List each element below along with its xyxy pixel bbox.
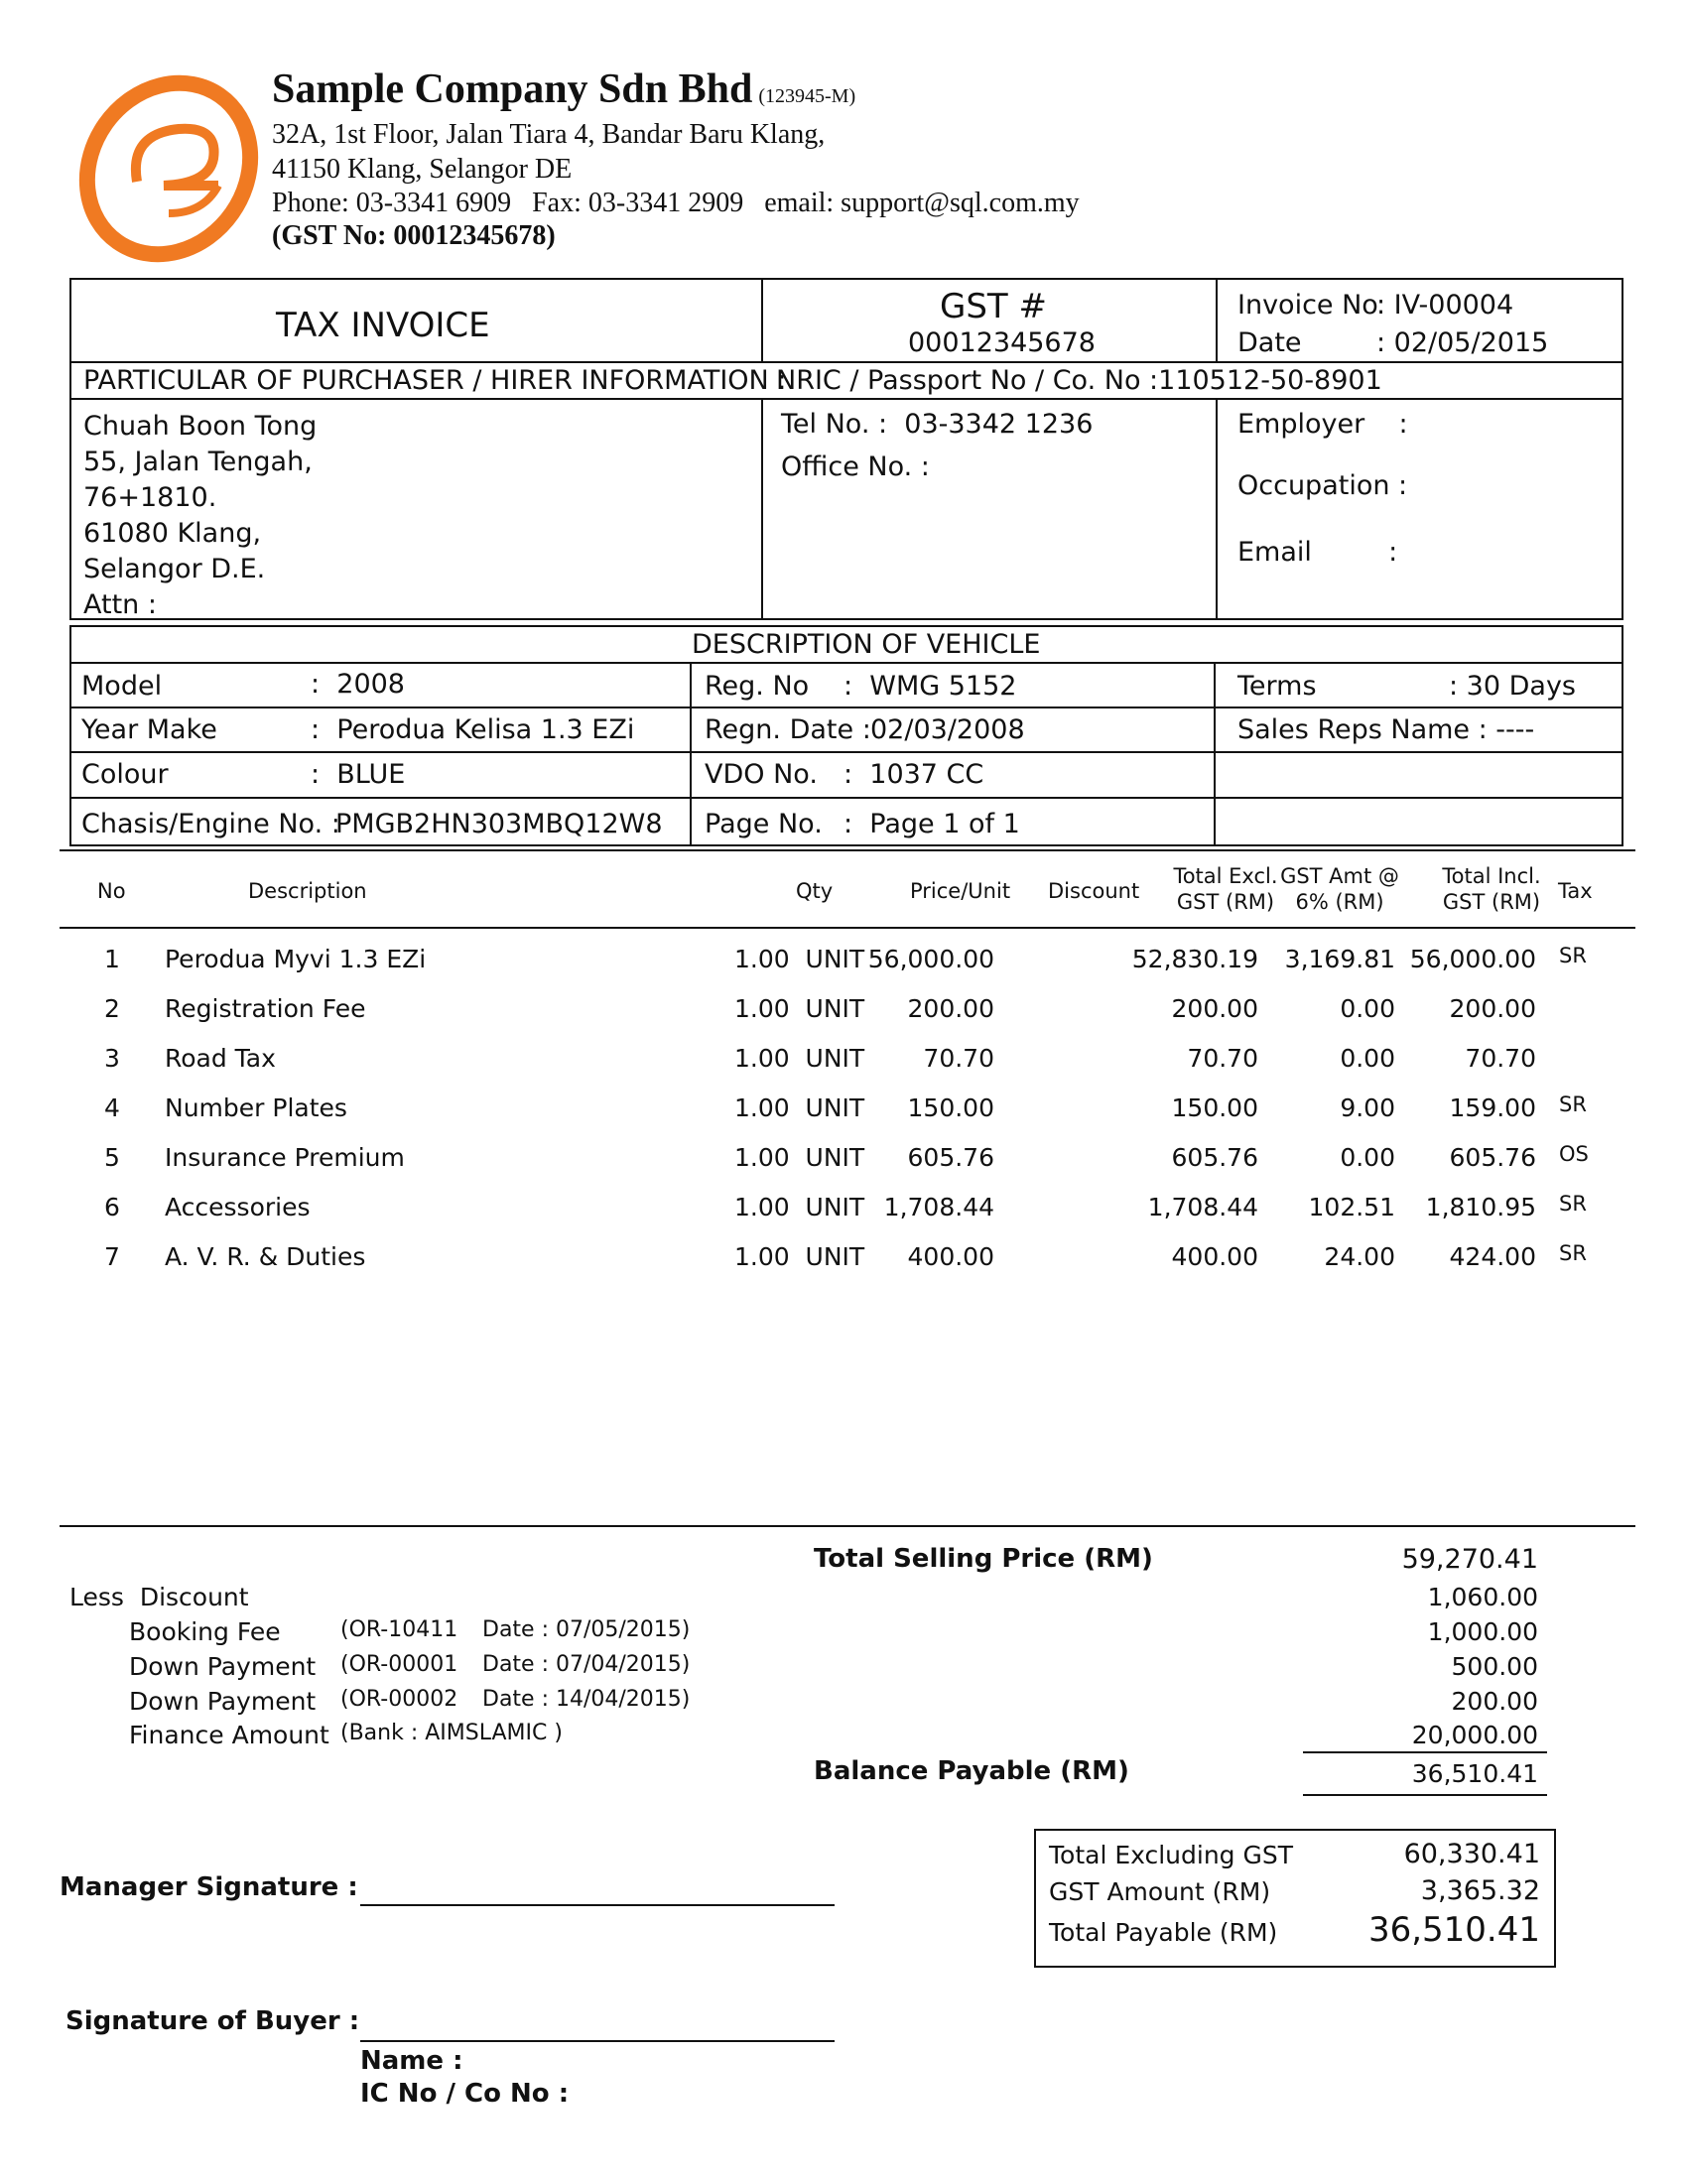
balance-payable-value: 36,510.41 (1411, 1759, 1538, 1788)
item-desc: Number Plates (165, 1093, 347, 1122)
regn-date-value: 02/03/2008 (870, 714, 1025, 745)
item-gst: 102.51 (1308, 1193, 1395, 1221)
address-line: Chuah Boon Tong (83, 411, 318, 442)
less-discount-label: Less Discount (69, 1583, 249, 1611)
address-line: 55, Jalan Tengah, (83, 447, 313, 477)
total-selling-label: Total Selling Price (RM) (814, 1544, 1153, 1574)
item-incl: 424.00 (1449, 1242, 1536, 1271)
item-excl: 605.76 (1171, 1143, 1258, 1172)
down-payment-1-date: Date : 07/04/2015) (482, 1652, 691, 1677)
address-line: Attn : (83, 589, 157, 620)
reg-no-label: Reg. No (705, 671, 810, 702)
booking-date: Date : 07/05/2015) (482, 1617, 691, 1642)
item-gst: 0.00 (1340, 1044, 1395, 1073)
company-name: Sample Company Sdn Bhd (272, 66, 753, 112)
company-gst-no: (GST No: 00012345678) (272, 220, 556, 251)
company-contact: Phone: 03-3341 6909 Fax: 03-3341 2909 email: support@sql.com.my (272, 188, 1080, 218)
item-qty: 1.00 UNIT (734, 1143, 865, 1172)
booking-fee-label: Booking Fee (129, 1617, 281, 1646)
logo-e-icon (69, 74, 268, 263)
col-header-total-excl-1: Total Excl. (1173, 864, 1278, 888)
total-excl-gst-value: 60,330.41 (1403, 1839, 1540, 1869)
purchaser-nric: NRIC / Passport No / Co. No :110512-50-8901 (776, 365, 1382, 396)
company-logo (69, 74, 268, 263)
item-qty: 1.00 UNIT (734, 1242, 865, 1271)
col-header-no: No (97, 879, 126, 903)
year-make-label: Year Make (81, 714, 217, 745)
invoice-no: : IV-00004 (1376, 290, 1514, 321)
purchaser-occupation: Occupation : (1237, 470, 1408, 501)
finance-amount-label: Finance Amount (129, 1721, 329, 1749)
col-header-total-incl-1: Total Incl. (1442, 864, 1541, 888)
item-desc: Road Tax (165, 1044, 276, 1073)
colour-label: Colour (81, 759, 169, 790)
down-payment-2-amount: 200.00 (1451, 1687, 1538, 1716)
item-price: 56,000.00 (867, 945, 994, 973)
item-excl: 400.00 (1171, 1242, 1258, 1271)
item-tax: SR (1559, 1092, 1587, 1116)
address-line: 61080 Klang, (83, 518, 262, 549)
col-header-total-incl (1437, 863, 1546, 915)
item-desc: Perodua Myvi 1.3 EZi (165, 945, 427, 973)
col-header-discount: Discount (1048, 879, 1140, 903)
col-header-price: Price/Unit (910, 879, 1011, 903)
col-header-description: Description (248, 879, 367, 903)
gst-amount-label: GST Amount (RM) (1049, 1877, 1271, 1906)
page-no-label: Page No. (705, 809, 823, 839)
chasis-value: PMGB2HN303MBQ12W8 (335, 809, 663, 839)
item-incl: 200.00 (1449, 994, 1536, 1023)
item-incl: 159.00 (1449, 1093, 1536, 1122)
purchaser-section-label: PARTICULAR OF PURCHASER / HIRER INFORMATION : (83, 365, 787, 396)
booking-amount: 1,000.00 (1427, 1617, 1538, 1646)
chasis-label: Chasis/Engine No. : (81, 809, 340, 839)
model-value: : 2008 (311, 669, 405, 700)
item-no: 3 (104, 1044, 120, 1073)
item-no: 7 (104, 1242, 120, 1271)
year-make-value: : Perodua Kelisa 1.3 EZi (311, 714, 635, 745)
col-header-gst-amt (1280, 863, 1399, 915)
terms-value: : 30 Days (1449, 671, 1576, 702)
total-payable-value: 36,510.41 (1367, 1910, 1540, 1950)
down-payment-1-ref: (OR-00001 (340, 1652, 458, 1677)
item-incl: 70.70 (1465, 1044, 1536, 1073)
item-gst: 0.00 (1340, 1143, 1395, 1172)
address-line: Selangor D.E. (83, 554, 266, 584)
col-header-total-incl-2: GST (RM) (1442, 890, 1541, 914)
down-payment-2-ref: (OR-00002 (340, 1687, 458, 1712)
purchaser-office: Office No. : (781, 451, 930, 482)
manager-signature-label: Manager Signature : (60, 1872, 358, 1902)
down-payment-2-label: Down Payment (129, 1687, 317, 1716)
buyer-name-label: Name : (360, 2046, 463, 2076)
buyer-signature-line (360, 2040, 835, 2042)
manager-signature-line (360, 1904, 835, 1906)
vdo-value: : 1037 CC (844, 759, 984, 790)
gst-amount-value: 3,365.32 (1420, 1875, 1540, 1906)
terms-label: Terms (1237, 671, 1317, 702)
gst-label: GST # (940, 287, 1047, 326)
company-address-2: 41150 Klang, Selangor DE (272, 154, 573, 185)
finance-amount: 20,000.00 (1411, 1721, 1538, 1749)
purchaser-tel: Tel No. : 03-3342 1236 (781, 409, 1094, 440)
item-price: 200.00 (907, 994, 994, 1023)
item-price: 400.00 (907, 1242, 994, 1271)
balance-payable-label: Balance Payable (RM) (814, 1756, 1129, 1786)
item-no: 2 (104, 994, 120, 1023)
item-incl: 605.76 (1449, 1143, 1536, 1172)
item-incl: 56,000.00 (1409, 945, 1536, 973)
item-gst: 24.00 (1324, 1242, 1395, 1271)
vehicle-section-label: DESCRIPTION OF VEHICLE (692, 629, 1041, 660)
item-desc: Insurance Premium (165, 1143, 405, 1172)
item-no: 5 (104, 1143, 120, 1172)
page-no-value: : Page 1 of 1 (844, 809, 1020, 839)
model-label: Model (81, 671, 163, 702)
total-excl-gst-label: Total Excluding GST (1049, 1841, 1294, 1869)
down-payment-1-label: Down Payment (129, 1652, 317, 1681)
col-header-gst-amt-2: 6% (RM) (1295, 890, 1384, 914)
item-tax: SR (1559, 1241, 1587, 1265)
booking-ref: (OR-10411 (340, 1617, 458, 1642)
item-tax: OS (1559, 1142, 1589, 1166)
item-no: 6 (104, 1193, 120, 1221)
purchaser-employer: Employer : (1237, 409, 1408, 440)
invoice-date-label: Date (1237, 327, 1302, 358)
down-payment-1-amount: 500.00 (1451, 1652, 1538, 1681)
company-reg-no: (123945-M) (758, 85, 856, 107)
item-gst: 9.00 (1340, 1093, 1395, 1122)
sales-reps-label: Sales Reps Name : ---- (1237, 714, 1535, 745)
address-line: 76+1810. (83, 482, 217, 513)
col-header-qty: Qty (796, 879, 834, 903)
item-qty: 1.00 UNIT (734, 945, 865, 973)
item-excl: 150.00 (1171, 1093, 1258, 1122)
item-tax: SR (1559, 1192, 1587, 1216)
down-payment-2-date: Date : 14/04/2015) (482, 1687, 691, 1712)
colour-value: : BLUE (311, 759, 406, 790)
total-payable-label: Total Payable (RM) (1049, 1918, 1278, 1947)
item-tax: SR (1559, 944, 1587, 967)
discount-value: 1,060.00 (1427, 1583, 1538, 1611)
item-desc: Registration Fee (165, 994, 366, 1023)
invoice-date: : 02/05/2015 (1376, 327, 1549, 358)
item-price: 605.76 (907, 1143, 994, 1172)
total-selling-value: 59,270.41 (1401, 1544, 1538, 1575)
company-name-row (272, 65, 855, 113)
item-desc: Accessories (165, 1193, 311, 1221)
reg-no-value: : WMG 5152 (844, 671, 1017, 702)
col-header-total-excl (1171, 863, 1280, 915)
item-excl: 70.70 (1187, 1044, 1258, 1073)
gst-value: 00012345678 (908, 327, 1096, 358)
col-header-tax: Tax (1558, 879, 1593, 903)
purchaser-email: Email : (1237, 537, 1398, 568)
buyer-ic-label: IC No / Co No : (360, 2079, 570, 2109)
item-excl: 52,830.19 (1131, 945, 1258, 973)
purchaser-address (83, 409, 317, 623)
finance-ref: (Bank : AIMSLAMIC ) (340, 1721, 563, 1745)
item-qty: 1.00 UNIT (734, 994, 865, 1023)
item-price: 70.70 (923, 1044, 994, 1073)
buyer-signature-label: Signature of Buyer : (65, 2006, 360, 2036)
company-address-1: 32A, 1st Floor, Jalan Tiara 4, Bandar Baru Klang, (272, 119, 826, 150)
item-qty: 1.00 UNIT (734, 1093, 865, 1122)
item-no: 1 (104, 945, 120, 973)
item-price: 1,708.44 (883, 1193, 994, 1221)
item-qty: 1.00 UNIT (734, 1044, 865, 1073)
item-excl: 1,708.44 (1147, 1193, 1258, 1221)
invoice-no-label: Invoice No (1237, 290, 1378, 321)
item-no: 4 (104, 1093, 120, 1122)
regn-date-label: Regn. Date : (705, 714, 871, 745)
item-price: 150.00 (907, 1093, 994, 1122)
vdo-label: VDO No. (705, 759, 818, 790)
item-incl: 1,810.95 (1425, 1193, 1536, 1221)
col-header-total-excl-2: GST (RM) (1176, 890, 1275, 914)
col-header-gst-amt-1: GST Amt @ (1280, 864, 1399, 888)
item-gst: 3,169.81 (1284, 945, 1395, 973)
invoice-title: TAX INVOICE (276, 306, 490, 345)
item-excl: 200.00 (1171, 994, 1258, 1023)
item-gst: 0.00 (1340, 994, 1395, 1023)
item-desc: A. V. R. & Duties (165, 1242, 366, 1271)
item-qty: 1.00 UNIT (734, 1193, 865, 1221)
